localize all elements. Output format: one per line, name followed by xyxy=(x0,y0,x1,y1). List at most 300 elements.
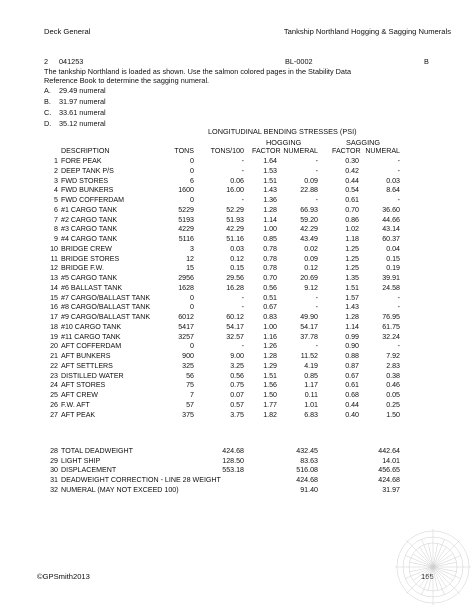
row-hogging-numeral: 9.12 xyxy=(304,283,318,292)
row-description: FORE PEAK xyxy=(61,157,102,165)
table-row xyxy=(0,332,474,342)
col-hogging-factor: FACTOR xyxy=(252,147,281,155)
row-hogging-numeral: 22.88 xyxy=(300,186,318,195)
totals-description: TOTAL DEADWEIGHT xyxy=(61,447,133,455)
row-tons-per-100: 9.00 xyxy=(230,352,244,360)
totals-sagging-numeral: 31.97 xyxy=(382,485,400,494)
row-hogging-numeral: 0.02 xyxy=(304,244,318,253)
row-sagging-factor: 0.88 xyxy=(345,352,359,360)
table-row xyxy=(0,156,474,166)
option-a-text: 29.49 numeral xyxy=(59,86,106,95)
row-sagging-factor: 1.57 xyxy=(345,293,359,302)
row-sagging-numeral: 2.83 xyxy=(386,361,400,370)
row-tons: 375 xyxy=(182,410,194,419)
option-d-letter: D. xyxy=(44,119,52,128)
row-hogging-factor: 1.43 xyxy=(263,186,277,195)
row-hogging-factor: 1.28 xyxy=(263,205,277,214)
row-tons: 6012 xyxy=(178,313,194,321)
row-number: 24 xyxy=(50,381,58,390)
totals-number: 32 xyxy=(50,485,58,494)
totals-hogging-numeral: 432.45 xyxy=(296,447,318,455)
row-number: 11 xyxy=(50,254,58,263)
row-number: 5 xyxy=(54,196,58,204)
row-tons-per-100: 0.07 xyxy=(230,391,244,399)
table-row xyxy=(0,195,474,205)
row-hogging-factor: 0.83 xyxy=(263,313,277,321)
row-sagging-factor: 1.25 xyxy=(345,254,359,263)
row-number: 16 xyxy=(50,303,58,312)
row-description: #3 CARGO TANK xyxy=(61,225,118,234)
row-description: AFT CREW xyxy=(61,391,98,399)
row-tons: 5193 xyxy=(178,215,194,224)
table-row xyxy=(0,215,474,225)
row-number: 8 xyxy=(54,225,58,234)
row-sagging-factor: 0.70 xyxy=(345,205,359,214)
row-description: #10 CARGO TANK xyxy=(61,322,122,331)
row-sagging-numeral: 24.58 xyxy=(382,283,400,292)
row-sagging-numeral: - xyxy=(397,196,400,204)
row-sagging-numeral: 32.24 xyxy=(382,332,400,341)
row-description: #5 CARGO TANK xyxy=(61,274,118,282)
row-hogging-factor: 0.85 xyxy=(263,235,277,243)
row-sagging-numeral: - xyxy=(397,342,400,351)
row-number: 22 xyxy=(50,361,58,370)
totals-description: LIGHT SHIP xyxy=(61,456,101,465)
row-tons: 5229 xyxy=(178,205,194,214)
row-hogging-numeral: 6.83 xyxy=(304,410,318,419)
row-sagging-factor: 0.67 xyxy=(345,371,359,380)
row-tons-per-100: 3.25 xyxy=(230,361,244,370)
row-hogging-numeral: 42.29 xyxy=(300,225,318,234)
row-hogging-factor: 1.28 xyxy=(263,352,277,360)
row-tons-per-100: 0.12 xyxy=(230,254,244,263)
table-row xyxy=(0,273,474,283)
row-hogging-numeral: - xyxy=(315,157,318,165)
row-hogging-factor: 1.51 xyxy=(263,176,277,185)
row-tons: 0 xyxy=(190,293,194,302)
totals-row xyxy=(0,485,474,495)
row-sagging-factor: 0.86 xyxy=(345,215,359,224)
row-description: DEEP TANK P/S xyxy=(61,166,114,175)
row-hogging-numeral: 59.20 xyxy=(300,215,318,224)
row-hogging-numeral: 0.11 xyxy=(304,391,318,399)
sagging-heading: SAGGING xyxy=(346,138,381,147)
table-row xyxy=(0,205,474,215)
row-sagging-numeral: 0.05 xyxy=(386,391,400,399)
row-sagging-factor: 0.40 xyxy=(345,410,359,419)
row-hogging-factor: 0.78 xyxy=(263,244,277,253)
row-sagging-factor: 1.35 xyxy=(345,274,359,282)
row-number: 27 xyxy=(50,410,58,419)
row-description: AFT COFFERDAM xyxy=(61,342,122,351)
row-description: FWD BUNKERS xyxy=(61,186,114,195)
table-row xyxy=(0,263,474,273)
row-tons-per-100: 52.29 xyxy=(226,205,244,214)
row-tons: 5417 xyxy=(178,322,194,331)
row-description: FWD STORES xyxy=(61,176,109,185)
row-sagging-numeral: - xyxy=(397,157,400,165)
row-sagging-numeral: 0.46 xyxy=(386,381,400,390)
row-description: AFT BUNKERS xyxy=(61,352,111,360)
row-description: #7 CARGO/BALLAST TANK xyxy=(61,293,151,302)
row-hogging-numeral: 0.12 xyxy=(304,264,318,273)
question-text-line2: Reference Book to determine the sagging numeral. xyxy=(44,76,210,85)
row-hogging-factor: 1.64 xyxy=(263,157,277,165)
row-description: FWD COFFERDAM xyxy=(61,196,125,204)
row-tons: 5116 xyxy=(178,235,194,243)
row-hogging-numeral: 1.01 xyxy=(304,400,318,409)
row-sagging-factor: 0.90 xyxy=(345,342,359,351)
row-tons-per-100: 0.06 xyxy=(230,176,244,185)
table-title: LONGITUDINAL BENDING STRESSES (PSI) xyxy=(208,127,357,136)
row-sagging-factor: 0.61 xyxy=(345,196,359,204)
row-sagging-factor: 0.99 xyxy=(345,332,359,341)
row-tons-per-100: - xyxy=(241,342,244,351)
totals-row xyxy=(0,475,474,485)
row-hogging-factor: 0.51 xyxy=(263,293,277,302)
row-tons-per-100: - xyxy=(241,293,244,302)
row-hogging-factor: 1.36 xyxy=(263,196,277,204)
row-sagging-numeral: - xyxy=(397,303,400,312)
totals-number: 28 xyxy=(50,447,58,455)
row-sagging-numeral: 7.92 xyxy=(386,352,400,360)
row-description: #2 CARGO TANK xyxy=(61,215,118,224)
row-hogging-numeral: 43.49 xyxy=(300,235,318,243)
row-number: 23 xyxy=(50,371,58,380)
row-hogging-factor: 1.00 xyxy=(263,322,277,331)
row-tons-per-100: 16.28 xyxy=(226,283,244,292)
option-b-letter: B. xyxy=(44,97,51,106)
row-number: 2 xyxy=(54,166,58,175)
row-description: AFT SETTLERS xyxy=(61,361,113,370)
row-tons-per-100: - xyxy=(241,166,244,175)
row-tons-per-100: 51.93 xyxy=(226,215,244,224)
row-hogging-numeral: 66.93 xyxy=(300,205,318,214)
row-sagging-factor: 1.02 xyxy=(345,225,359,234)
compass-rose-watermark xyxy=(394,528,472,606)
totals-description: DEADWEIGHT CORRECTION - LINE 28 WEIGHT xyxy=(61,476,221,485)
row-description: #11 CARGO TANK xyxy=(61,332,121,341)
totals-row xyxy=(0,456,474,466)
row-description: AFT PEAK xyxy=(61,410,96,419)
question-number: 2 xyxy=(44,57,49,66)
row-hogging-numeral: 0.09 xyxy=(304,254,318,263)
col-tons-per-100: TONS/100 xyxy=(210,147,244,155)
row-sagging-factor: 0.44 xyxy=(345,176,359,185)
row-number: 3 xyxy=(54,176,58,185)
row-hogging-numeral: - xyxy=(315,166,318,175)
option-d-text: 35.12 numeral xyxy=(59,119,106,128)
row-sagging-numeral: 1.50 xyxy=(386,410,400,419)
table-row xyxy=(0,390,474,400)
row-hogging-numeral: 4.19 xyxy=(304,361,318,370)
table-row xyxy=(0,361,474,371)
table-row xyxy=(0,312,474,322)
row-hogging-factor: 1.16 xyxy=(263,332,277,341)
row-description: DISTILLED WATER xyxy=(61,371,124,380)
row-number: 18 xyxy=(50,322,58,331)
totals-tons-per-100: 128.50 xyxy=(222,456,244,465)
row-number: 13 xyxy=(50,274,58,282)
row-tons-per-100: 54.17 xyxy=(226,322,244,331)
row-sagging-factor: 1.28 xyxy=(345,313,359,321)
row-sagging-factor: 1.51 xyxy=(345,283,359,292)
question-text-line1: The tankship Northland is loaded as shown. Use the salmon colored pages in the Stability Data xyxy=(44,67,352,76)
row-number: 1 xyxy=(54,157,58,165)
row-hogging-numeral: - xyxy=(315,342,318,351)
row-tons-per-100: 0.75 xyxy=(230,381,244,390)
row-hogging-factor: 0.56 xyxy=(263,283,277,292)
totals-number: 30 xyxy=(50,466,58,475)
row-sagging-factor: 0.61 xyxy=(345,381,359,390)
row-hogging-factor: 0.70 xyxy=(263,274,277,282)
row-tons-per-100: 0.56 xyxy=(230,371,244,380)
row-tons-per-100: 0.15 xyxy=(230,264,244,273)
row-description: BRIDGE STORES xyxy=(61,254,120,263)
row-sagging-numeral: 0.19 xyxy=(386,264,400,273)
row-tons: 4229 xyxy=(178,225,194,234)
row-description: #1 CARGO TANK xyxy=(61,205,118,214)
table-row xyxy=(0,410,474,420)
row-description: #9 CARGO/BALLAST TANK xyxy=(61,313,151,321)
row-sagging-numeral: 60.37 xyxy=(382,235,400,243)
totals-row xyxy=(0,446,474,456)
row-hogging-numeral: 20.69 xyxy=(300,274,318,282)
totals-hogging-numeral: 83.63 xyxy=(300,456,318,465)
row-sagging-numeral: 36.60 xyxy=(382,205,400,214)
row-tons: 3 xyxy=(190,244,194,253)
row-sagging-factor: 0.54 xyxy=(345,186,359,195)
totals-description: NUMERAL (MAY NOT EXCEED 100) xyxy=(61,485,179,494)
row-tons: 900 xyxy=(182,352,194,360)
table-row xyxy=(0,293,474,303)
row-sagging-factor: 0.30 xyxy=(345,157,359,165)
table-row xyxy=(0,341,474,351)
totals-sagging-numeral: 14.01 xyxy=(382,456,400,465)
row-number: 26 xyxy=(50,400,58,409)
row-sagging-factor: 1.25 xyxy=(345,244,359,253)
row-tons: 0 xyxy=(190,196,194,204)
table-row xyxy=(0,234,474,244)
row-number: 10 xyxy=(50,244,58,253)
row-sagging-numeral: 0.04 xyxy=(386,244,400,253)
row-tons-per-100: - xyxy=(241,196,244,204)
row-hogging-numeral: - xyxy=(315,196,318,204)
row-sagging-numeral: 8.64 xyxy=(386,186,400,195)
row-sagging-numeral: 0.38 xyxy=(386,371,400,380)
row-hogging-numeral: 0.85 xyxy=(304,371,318,380)
header-right: Tankship Northland Hogging & Sagging Numerals xyxy=(283,27,451,36)
table-row xyxy=(0,244,474,254)
row-tons: 1600 xyxy=(178,186,194,195)
row-hogging-factor: 0.78 xyxy=(263,254,277,263)
row-description: #8 CARGO/BALLAST TANK xyxy=(61,303,151,312)
answer-letter: B xyxy=(424,57,429,66)
col-sagging-numeral: NUMERAL xyxy=(365,147,400,155)
row-hogging-numeral: - xyxy=(315,293,318,302)
table-row xyxy=(0,166,474,176)
col-tons: TONS xyxy=(174,147,194,155)
row-hogging-factor: 1.82 xyxy=(263,410,277,419)
row-sagging-numeral: 44.66 xyxy=(382,215,400,224)
row-number: 12 xyxy=(50,264,58,273)
col-description: DESCRIPTION xyxy=(61,147,110,155)
option-c-letter: C. xyxy=(44,108,52,117)
totals-row xyxy=(0,465,474,475)
table-header-row xyxy=(0,146,474,156)
option-c-text: 33.61 numeral xyxy=(59,108,106,117)
table-row xyxy=(0,185,474,195)
row-sagging-numeral: 43.14 xyxy=(382,225,400,234)
row-sagging-numeral: 0.15 xyxy=(386,254,400,263)
row-hogging-factor: 1.77 xyxy=(263,400,277,409)
totals-number: 31 xyxy=(50,476,58,485)
row-number: 20 xyxy=(50,342,58,351)
row-hogging-numeral: 54.17 xyxy=(300,322,318,331)
row-hogging-factor: 1.50 xyxy=(263,391,277,399)
row-hogging-factor: 1.14 xyxy=(263,215,277,224)
row-tons: 2956 xyxy=(178,274,194,282)
row-hogging-factor: 1.53 xyxy=(263,166,277,175)
table-row xyxy=(0,302,474,312)
row-hogging-factor: 0.67 xyxy=(263,303,277,312)
header-left: Deck General xyxy=(44,27,91,36)
row-tons: 0 xyxy=(190,166,194,175)
row-tons: 0 xyxy=(190,342,194,351)
row-tons: 75 xyxy=(186,381,194,390)
row-number: 4 xyxy=(54,186,58,195)
table-row xyxy=(0,176,474,186)
row-tons-per-100: 3.75 xyxy=(230,410,244,419)
table-row xyxy=(0,322,474,332)
table-row xyxy=(0,283,474,293)
row-sagging-factor: 0.68 xyxy=(345,391,359,399)
row-tons: 6 xyxy=(190,176,194,185)
table-row xyxy=(0,351,474,361)
totals-sagging-numeral: 424.68 xyxy=(378,476,400,485)
row-description: BRIDGE F.W. xyxy=(61,264,104,273)
row-tons: 325 xyxy=(182,361,194,370)
row-number: 25 xyxy=(50,391,58,399)
totals-hogging-numeral: 516.08 xyxy=(296,466,318,475)
row-sagging-factor: 0.44 xyxy=(345,400,359,409)
totals-description: DISPLACEMENT xyxy=(61,466,117,475)
row-tons-per-100: 16.00 xyxy=(226,186,244,195)
row-sagging-numeral: - xyxy=(397,293,400,302)
table-row xyxy=(0,254,474,264)
table-row xyxy=(0,224,474,234)
row-tons: 15 xyxy=(186,264,194,273)
row-sagging-factor: 1.25 xyxy=(345,264,359,273)
question-code: BL-0002 xyxy=(285,57,313,66)
option-b-text: 31.97 numeral xyxy=(59,97,106,106)
row-hogging-numeral: 0.09 xyxy=(304,176,318,185)
row-tons-per-100: 60.12 xyxy=(226,313,244,321)
row-sagging-numeral: - xyxy=(397,166,400,175)
row-sagging-factor: 0.87 xyxy=(345,361,359,370)
row-sagging-factor: 1.18 xyxy=(345,235,359,243)
row-number: 19 xyxy=(50,332,58,341)
row-tons: 7 xyxy=(190,391,194,399)
row-tons-per-100: - xyxy=(241,303,244,312)
row-tons: 57 xyxy=(186,400,194,409)
question-id: 041253 xyxy=(59,57,84,66)
row-description: #6 BALLAST TANK xyxy=(61,283,123,292)
row-tons: 56 xyxy=(186,371,194,380)
row-description: BRIDGE CREW xyxy=(61,244,112,253)
row-sagging-numeral: 0.03 xyxy=(386,176,400,185)
row-tons-per-100: 32.57 xyxy=(226,332,244,341)
row-description: F.W. AFT xyxy=(61,400,90,409)
row-hogging-numeral: 37.78 xyxy=(300,332,318,341)
table-row xyxy=(0,380,474,390)
option-a-letter: A. xyxy=(44,86,51,95)
row-tons: 0 xyxy=(190,157,194,165)
totals-tons-per-100: 553.18 xyxy=(222,466,244,475)
row-description: #4 CARGO TANK xyxy=(61,235,118,243)
totals-sagging-numeral: 442.64 xyxy=(378,447,400,455)
row-hogging-factor: 1.29 xyxy=(263,361,277,370)
hogging-heading: HOGGING xyxy=(266,138,302,147)
row-hogging-numeral: 49.90 xyxy=(300,313,318,321)
table-row xyxy=(0,371,474,381)
row-sagging-factor: 0.42 xyxy=(345,166,359,175)
row-hogging-factor: 0.78 xyxy=(263,264,277,273)
row-tons-per-100: 51.16 xyxy=(226,235,244,243)
row-description: AFT STORES xyxy=(61,381,106,390)
row-tons-per-100: 0.03 xyxy=(230,244,244,253)
totals-hogging-numeral: 424.68 xyxy=(296,476,318,485)
row-number: 7 xyxy=(54,215,58,224)
row-tons: 0 xyxy=(190,303,194,312)
row-hogging-factor: 1.26 xyxy=(263,342,277,351)
row-hogging-numeral: 1.17 xyxy=(304,381,318,390)
page-number: 165 xyxy=(421,572,434,581)
row-sagging-factor: 1.43 xyxy=(345,303,359,312)
table-row xyxy=(0,400,474,410)
row-tons-per-100: - xyxy=(241,157,244,165)
row-hogging-factor: 1.56 xyxy=(263,381,277,390)
row-sagging-numeral: 76.95 xyxy=(382,313,400,321)
totals-number: 29 xyxy=(50,456,58,465)
col-sagging-factor: FACTOR xyxy=(332,147,361,155)
row-tons: 12 xyxy=(186,254,194,263)
row-number: 9 xyxy=(54,235,58,243)
totals-tons-per-100: 424.68 xyxy=(222,447,244,455)
row-hogging-numeral: 11.52 xyxy=(300,352,318,360)
row-number: 17 xyxy=(50,313,58,321)
row-hogging-numeral: - xyxy=(315,303,318,312)
row-hogging-factor: 1.00 xyxy=(263,225,277,234)
row-sagging-numeral: 39.91 xyxy=(382,274,400,282)
row-tons-per-100: 29.56 xyxy=(226,274,244,282)
totals-sagging-numeral: 456.65 xyxy=(378,466,400,475)
row-tons: 3257 xyxy=(178,332,194,341)
row-sagging-numeral: 61.75 xyxy=(382,322,400,331)
row-tons: 1628 xyxy=(178,283,194,292)
row-tons-per-100: 42.29 xyxy=(226,225,244,234)
row-sagging-factor: 1.14 xyxy=(345,322,359,331)
row-number: 15 xyxy=(50,293,58,302)
row-sagging-numeral: 0.25 xyxy=(386,400,400,409)
totals-hogging-numeral: 91.40 xyxy=(300,485,318,494)
row-tons-per-100: 0.57 xyxy=(230,400,244,409)
row-hogging-factor: 1.51 xyxy=(263,371,277,380)
col-hogging-numeral: NUMERAL xyxy=(283,147,318,155)
row-number: 14 xyxy=(50,283,58,292)
row-number: 6 xyxy=(54,205,58,214)
copyright: ©GPSmith2013 xyxy=(37,572,90,581)
